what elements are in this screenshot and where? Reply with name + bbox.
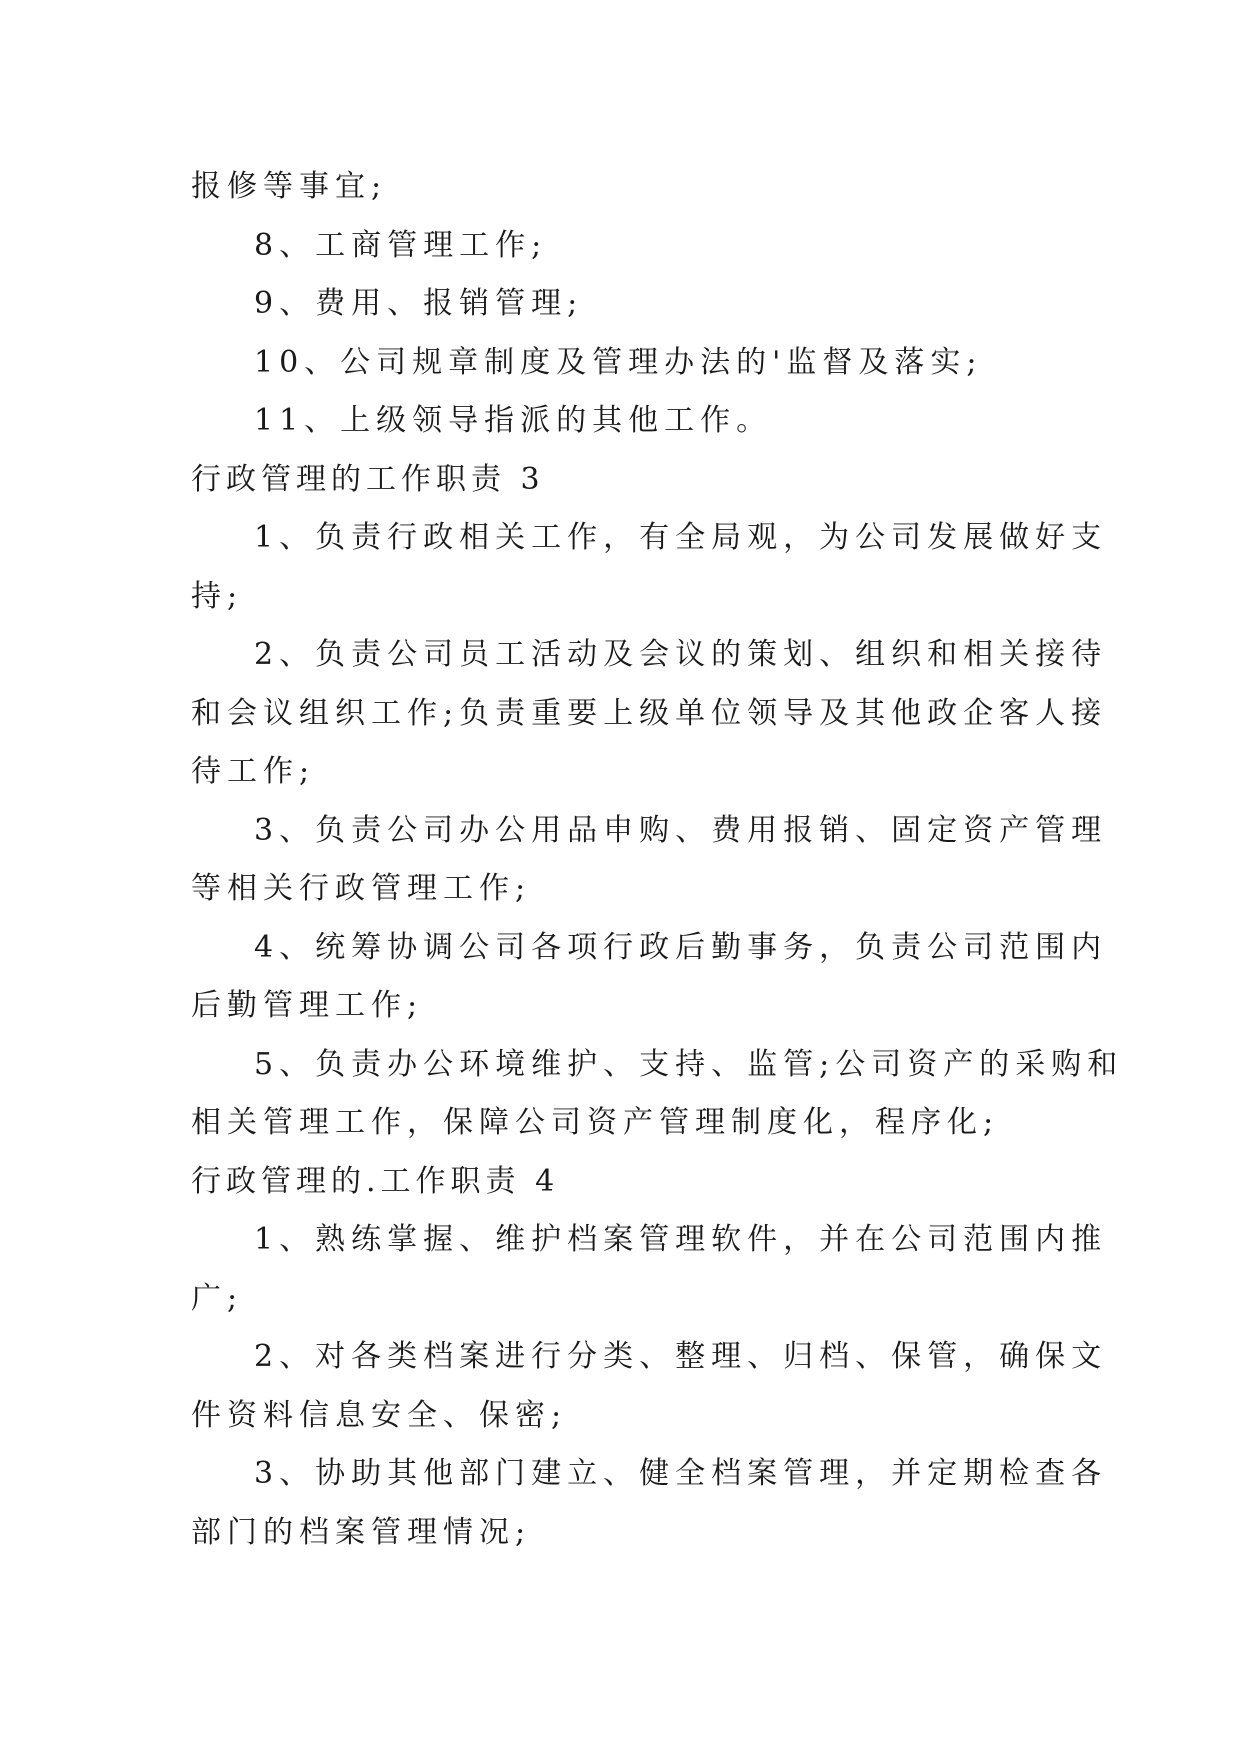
list-item: 3、协助其他部门建立、健全档案管理，并定期检查各 [254,1456,1108,1491]
list-item: 11、上级领导指派的其他工作。 [254,403,773,438]
text-line: 相关管理工作，保障公司资产管理制度化，程序化; [191,1105,1000,1140]
list-item: 2、对各类档案进行分类、整理、归档、保管，确保文 [254,1339,1108,1374]
list-item: 5、负责办公环境维护、支持、监管;公司资产的采购和 [254,1046,1124,1082]
text-line: 和会议组织工作;负责重要上级单位领导及其他政企客人接 [191,695,1108,731]
text-line: 广; [191,1280,244,1316]
text-line: 报修等事宜; [191,169,388,204]
text-line: 持; [191,578,244,614]
text-line: 待工作; [191,754,316,789]
text-line: 件资料信息安全、保密; [191,1397,568,1433]
list-item: 10、公司规章制度及管理办法的'监督及落实; [254,344,983,380]
list-item: 8、工商管理工作; [254,227,548,263]
text-line: 部门的档案管理情况; [191,1514,532,1550]
list-item: 2、负责公司员工活动及会议的策划、组织和相关接待 [254,637,1108,672]
section-heading: 行政管理的工作职责 3 [191,461,545,497]
list-item: 3、负责公司办公用品申购、费用报销、固定资产管理 [254,812,1108,848]
text-line: 等相关行政管理工作; [191,871,532,906]
section-heading: 行政管理的.工作职责 4 [191,1163,560,1199]
document-body [191,158,1124,1562]
text-line: 后勤管理工作; [191,988,424,1023]
list-item: 9、费用、报销管理; [254,286,584,321]
list-item: 1、熟练掌握、维护档案管理软件，并在公司范围内推 [254,1222,1108,1257]
list-item: 1、负责行政相关工作，有全局观，为公司发展做好支 [254,520,1108,555]
list-item: 4、统筹协调公司各项行政后勤事务，负责公司范围内 [254,929,1108,965]
